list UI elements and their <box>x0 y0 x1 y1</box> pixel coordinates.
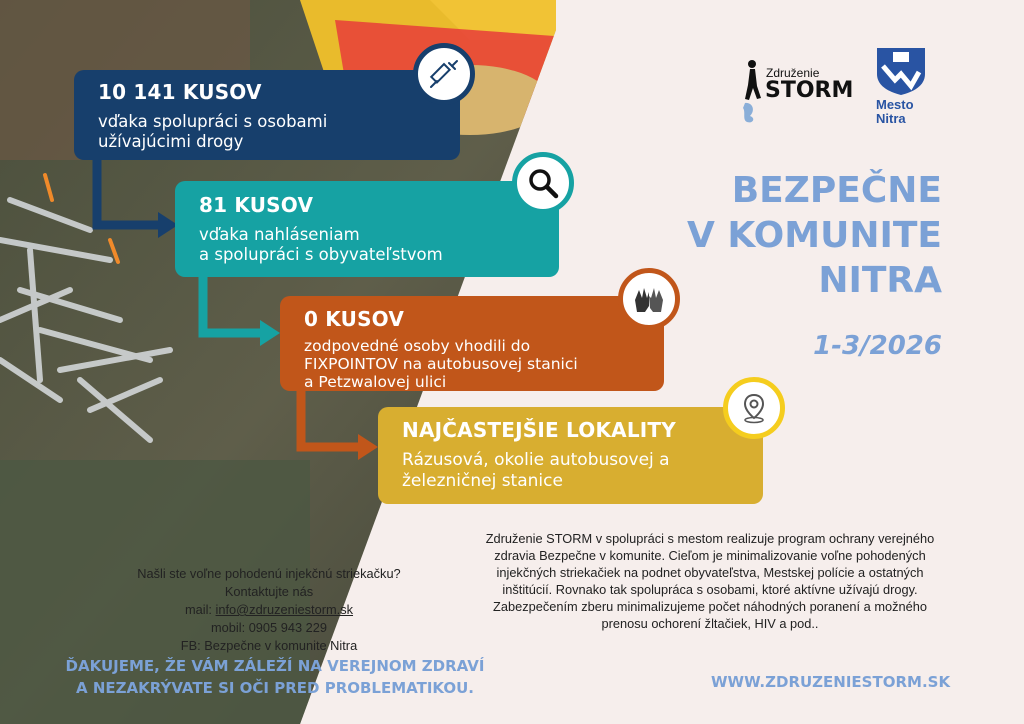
nitra-logo-line2: Nitra <box>876 111 906 126</box>
title-line: V KOMUNITE <box>686 215 942 256</box>
stat-heading: 10 141 KUSOV <box>98 80 262 104</box>
description-line: Zabezpečením zberu minimalizujeme počet náhodných poranení a možného <box>493 599 927 614</box>
stat-heading: 0 KUSOV <box>304 307 405 331</box>
stat-line: vďaka spolupráci s osobami <box>98 112 328 131</box>
gloves-icon <box>618 268 680 330</box>
thanks-line: A NEZAKRÝVATE SI OČI PRED PROBLEMATIKOU. <box>76 679 474 697</box>
stat-line: užívajúcimi drogy <box>98 132 244 151</box>
storm-logo-main: STORM <box>765 78 854 103</box>
description-line: inštitúcií. Rovnako tak spolupráca s osobami, ktoré aktívne užívajú drogy. <box>502 582 918 597</box>
stat-line: a Petzwalovej ulici <box>304 373 447 391</box>
description-line: Združenie STORM v spolupráci s mestom realizuje program ochrany verejného <box>485 531 935 546</box>
stat-heading: NAJČASTEJŠIE LOKALITY <box>402 418 676 442</box>
stat-box-3 <box>280 296 664 391</box>
stat-text <box>199 225 559 265</box>
stat-box-1 <box>74 70 460 160</box>
nitra-logo-line1: Mesto <box>876 97 914 112</box>
storm-logo <box>738 58 853 130</box>
contact-mobile: mobil: 0905 943 229 <box>211 620 327 635</box>
mail-label: mail: <box>184 602 216 617</box>
contact-mail <box>84 601 454 619</box>
title-line: NITRA <box>818 260 942 301</box>
stat-text <box>402 450 763 492</box>
website-link[interactable]: WWW.ZDRUZENIESTORM.SK <box>711 673 951 691</box>
nitra-logo <box>871 46 931 130</box>
thanks-line: ĎAKUJEME, ŽE VÁM ZÁLEŽÍ NA VEREJNOM ZDRAVÍ <box>65 657 485 675</box>
stat-line: železničnej stanice <box>402 471 563 491</box>
description-line: zdravia Bezpečne v komunite. Cieľom je minimalizovanie voľne pohodených <box>494 548 926 563</box>
description-line: injekčných striekačiek na podnet obyvateľstva, Mestskej polície a ostatných <box>496 565 924 580</box>
contact-cta: Kontaktujte nás <box>224 584 314 599</box>
thanks-message <box>40 655 510 699</box>
stat-line: zodpovedné osoby vhodili do <box>304 337 531 355</box>
mail-link[interactable]: info@zdruzeniestorm.sk <box>215 602 354 617</box>
stat-box-2 <box>175 181 559 277</box>
nitra-crest-icon <box>871 46 931 96</box>
description <box>447 530 973 632</box>
stat-box-4 <box>378 407 763 504</box>
contact-block <box>84 565 454 655</box>
stat-text <box>98 112 460 152</box>
contact-facebook: FB: Bezpečne v komunite Nitra <box>180 638 358 653</box>
stat-heading: 81 KUSOV <box>199 193 314 217</box>
stat-line: a spolupráci s obyvateľstvom <box>199 245 443 264</box>
stat-line: FIXPOINTOV na autobusovej stanici <box>304 355 578 373</box>
description-line: prenosu ochorení žltačiek, HIV a pod.. <box>601 616 819 631</box>
date-range: 1-3/2026 <box>813 331 942 361</box>
location-pin-icon <box>723 377 785 439</box>
magnifier-icon <box>512 152 574 214</box>
stat-line: Rázusová, okolie autobusovej a <box>402 450 670 470</box>
syringe-icon <box>413 43 475 105</box>
page-title <box>687 168 942 303</box>
storm-logo-top: Združenie <box>766 66 820 80</box>
title-line: BEZPEČNE <box>731 170 942 211</box>
contact-question: Našli ste voľne pohodenú injekčnú striekačku? <box>137 566 401 581</box>
stat-text <box>304 337 664 391</box>
stat-line: vďaka nahláseniam <box>199 225 360 244</box>
